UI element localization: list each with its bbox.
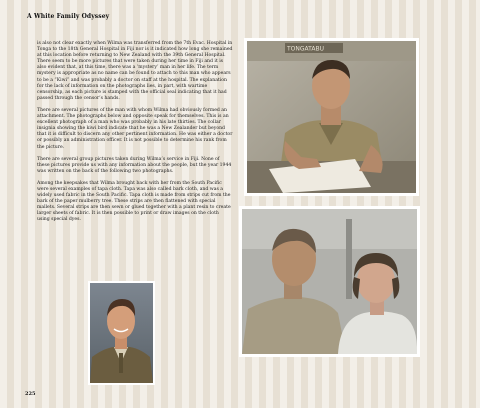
photo-man-and-woman <box>239 206 420 357</box>
body-text <box>37 41 233 230</box>
running-header: A White Family Odyssey <box>27 13 110 20</box>
paragraph: There are several group pictures taken during Wilma’s service in Fiji. None of these pictures provide us with any information about the people, but the year 1944 was written on the back of the following two photographs. <box>37 156 232 174</box>
sign-text: TONGATABU <box>287 45 324 53</box>
photo-man-writing-at-desk <box>244 38 419 196</box>
page-number: 225 <box>25 391 36 397</box>
paragraph: is also not clear exactly when Wilma was transferred from the 7th Evac. Hospital in Tonga to the 18th General Hospital in Fiji nor is it indicated how long she remained at this location before returning to New Zealand with the 39th General Hospital. There seem to be more pictures that were taken during her time in Fiji and it is also evident that, at this time, there was a ‘mystery’ man in her life. The term mystery is appropriate as no name can be found to attach to this man who appears to be a “Kiwi” and was probably a doctor on staff at the hospital. The explanation for the lack of information on the photographs lies, in part, with wartime censorship, as each picture is stamped with the official seal indicating that it had passed through the censor’s hands. <box>37 41 233 101</box>
paragraph: There are several pictures of the man with whom Wilma had obviously formed an attachment. The photographs below and opposite speak for themselves. This is an excellent photograph of a man who was probably in his late thirties. The collar insignia showing the kiwi bird indicate that he was a New Zealander but beyond that it is difficult to discern any other pertinent information. He was either a doctor or possibly an administration officer. It is not possible to determine his rank from the picture. <box>37 107 233 150</box>
photo-officer-portrait <box>88 281 155 385</box>
paragraph: Among the keepsakes that Wilma brought back with her from the South Pacific were several examples of tapa cloth. Tapa was also called bark cloth, and was a widely used fabric in the South Pacific. Tapa cloth is made from strips cut from the bark of the paper mulberry tree. These strips are then flattened with special mallets. Several strips are then sewn or glued together with a plant resin to create larger sheets of fabric. It is then possible to print or draw images on the cloth using special dyes. <box>37 180 231 223</box>
